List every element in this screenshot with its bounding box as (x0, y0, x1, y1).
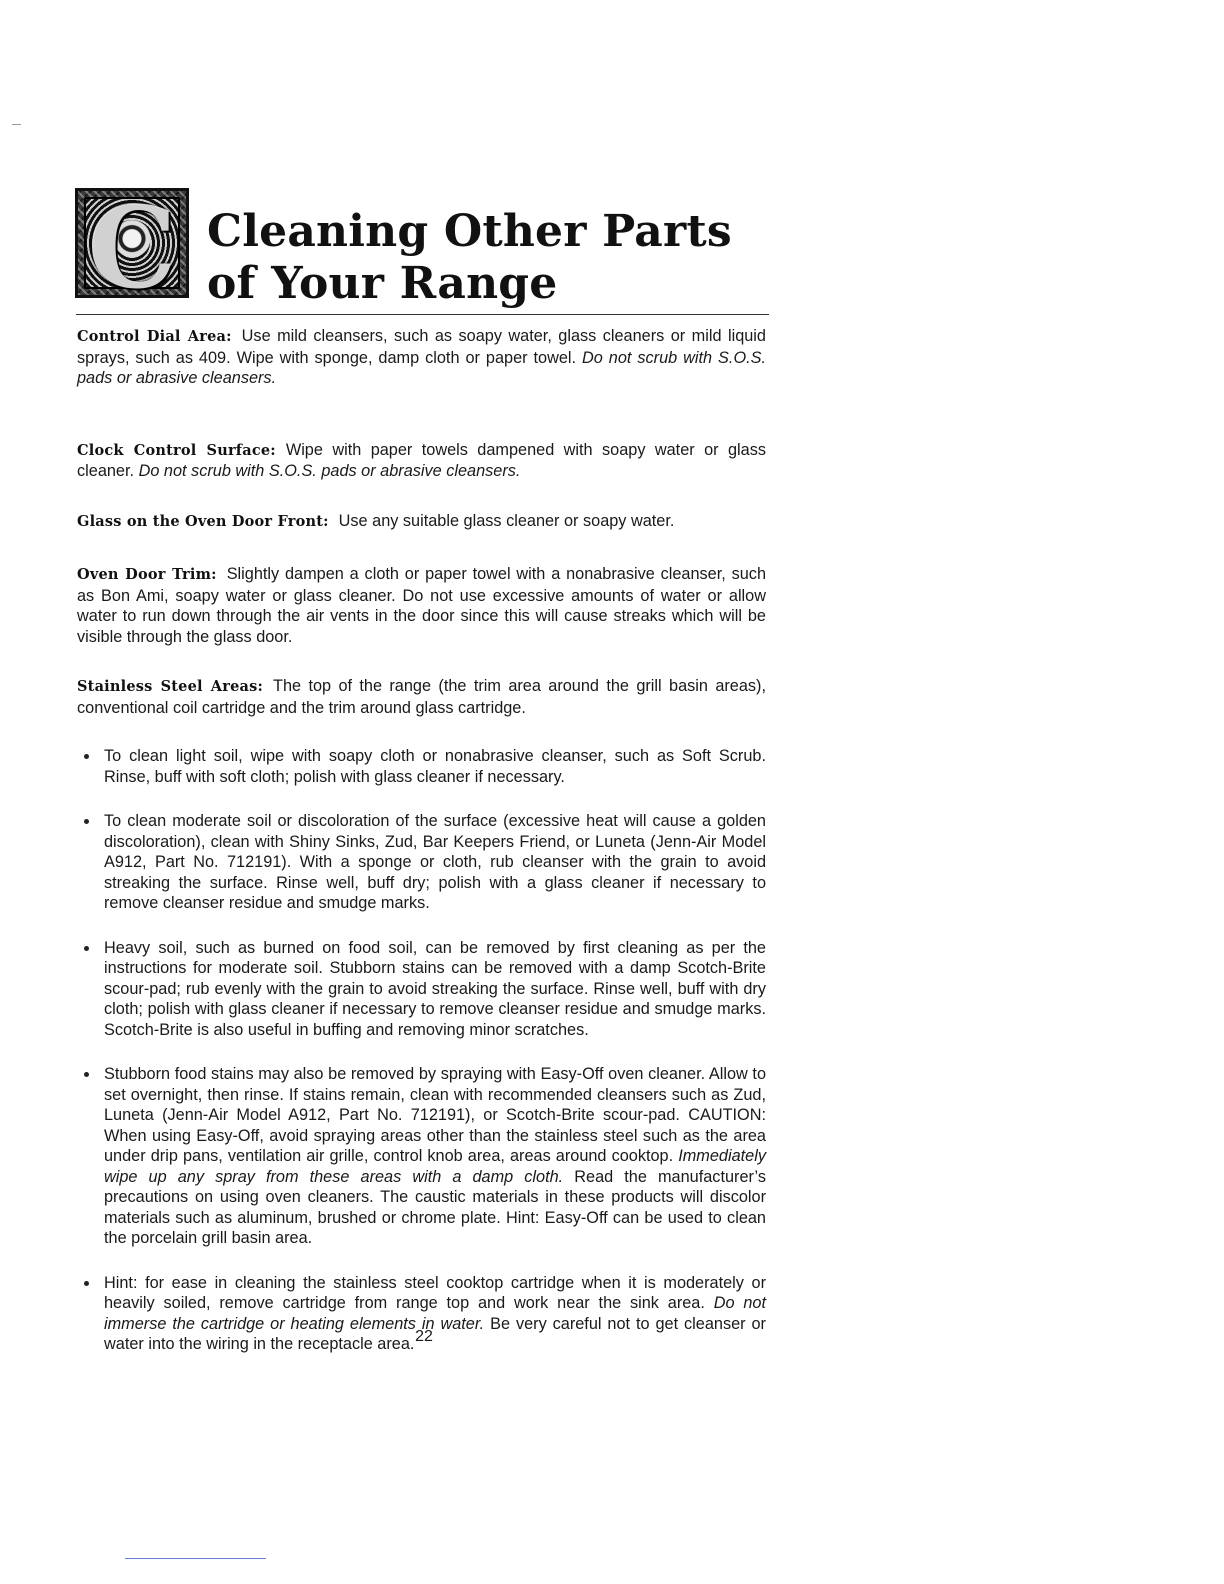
title-line-1: Cleaning Other Parts (207, 206, 732, 257)
list-item-text: Stubborn food stains may also be removed by spraying with Easy-Off oven cleaner. Allow to set overnight, then rinse. If stains remain, clean with recommended cleansers such as Zud, Luneta (Jenn-Air Model A912, Part No. 712191), or Scotch-Brite scour-pad. CAUTION: When using Easy-Off, avoid spraying areas other than the stainless steel such as the area under drip pans, ventilation air grille, control knob area, areas around cooktop. (104, 1065, 766, 1165)
section-text: Slightly dampen a cloth or paper towel with a nonabrasive cleanser, such as Bon Ami, soapy water or glass cleaner. Do not use excessive amounts of water or allow water to run down through the air vents in the door since this will cause streaks which will be visible through the glass door. (77, 565, 767, 646)
bullet-icon (84, 1281, 89, 1286)
list-item-text: Be very careful not to get cleanser or water into the wiring in the receptacle area. (104, 1314, 766, 1353)
section-heading: Clock Control Surface: (77, 441, 276, 459)
section-oven-door-trim (77, 564, 766, 647)
section-text: Use mild cleansers, such as soapy water, glass cleaners or mild liquid sprays, such as 409. Wipe with sponge, damp cloth or paper towel. (77, 327, 766, 367)
list-item-italic: Immediately wipe up any spray from these areas with a damp cloth. (104, 1147, 766, 1186)
section-glass-oven-door-front (77, 511, 766, 533)
section-italic-note: Do not scrub with S.O.S. pads or abrasive cleansers. (138, 462, 521, 480)
list-item (77, 746, 766, 787)
list-item (77, 811, 766, 914)
footnote-divider (125, 1558, 266, 1559)
bullet-icon (84, 819, 89, 824)
title-line-2: of Your Range (207, 258, 558, 309)
scan-mark (12, 124, 21, 125)
dropcap-letter: C (87, 188, 177, 298)
section-text: The top of the range (the trim area around the grill basin areas), conventional coil cartridge and the trim around glass cartridge. (77, 677, 766, 717)
section-heading: Stainless Steel Areas: (77, 678, 264, 695)
bullet-icon (84, 1072, 89, 1077)
main-content (77, 326, 766, 1355)
bullet-icon (84, 946, 89, 951)
list-item-text: Hint: for ease in cleaning the stainless steel cooktop cartridge when it is moderately or heavily soiled, remove cartridge from range top and work near the sink area. (104, 1273, 766, 1312)
stainless-steel-bullet-list (77, 746, 766, 1355)
bullet-icon (84, 754, 89, 759)
section-heading: Glass on the Oven Door Front: (77, 512, 329, 530)
section-heading: Control Dial Area: (77, 328, 232, 345)
list-item-italic: Do not immerse the cartridge or heating elements in water. (104, 1294, 766, 1333)
page-title (207, 206, 732, 310)
list-item-text: Heavy soil, such as burned on food soil, can be removed by first cleaning as per the instructions for moderate soil. Stubborn stains can be removed with a damp Scotch-Brite scour-pad; rub evenly with the grain to avoid streaking the surface. Rinse well, buff with dry cloth; polish with glass cleaner if necessary to remove cleanser residue and smudge marks. Scotch-Brite is also useful in buffing and removing minor scratches. (104, 938, 766, 1039)
section-italic-note: Do not scrub with S.O.S. pads or abrasive cleansers. (77, 348, 767, 387)
section-stainless-steel-areas (77, 676, 766, 718)
page-number: 22 (415, 1328, 433, 1345)
list-item-text: To clean light soil, wipe with soapy cloth or nonabrasive cleanser, such as Soft Scrub. Rinse, buff with soft cloth; polish with glass cleaner if necessary. (104, 747, 766, 786)
list-item-text: To clean moderate soil or discoloration of the surface (excessive heat will cause a golden discoloration), clean with Shiny Sinks, Zud, Bar Keepers Friend, or Luneta (Jenn-Air Model A912, Part No. 712191). With a sponge or cloth, rub cleanser with the grain to avoid streaking the surface. Rinse well, buff dry; polish with a glass cleaner if necessary to remove cleanser residue and smudge marks. (104, 812, 766, 912)
section-heading: Oven Door Trim: (77, 566, 217, 583)
section-clock-control-surface (77, 440, 766, 482)
section-control-dial-area (77, 326, 766, 389)
section-text: Wipe with paper towels dampened with soapy water or glass cleaner. (77, 440, 766, 480)
ornamental-dropcap (75, 188, 189, 298)
list-item (77, 1064, 766, 1249)
list-item-text: Read the manufacturer’s precautions on using oven cleaners. The caustic materials in these products will discolor materials such as aluminum, brushed or chrome plate. Hint: Easy-Off can be used to clean the porcelain grill basin area. (104, 1167, 766, 1247)
list-item (77, 938, 766, 1041)
section-text: Use any suitable glass cleaner or soapy water. (338, 511, 675, 530)
title-divider (76, 314, 769, 315)
